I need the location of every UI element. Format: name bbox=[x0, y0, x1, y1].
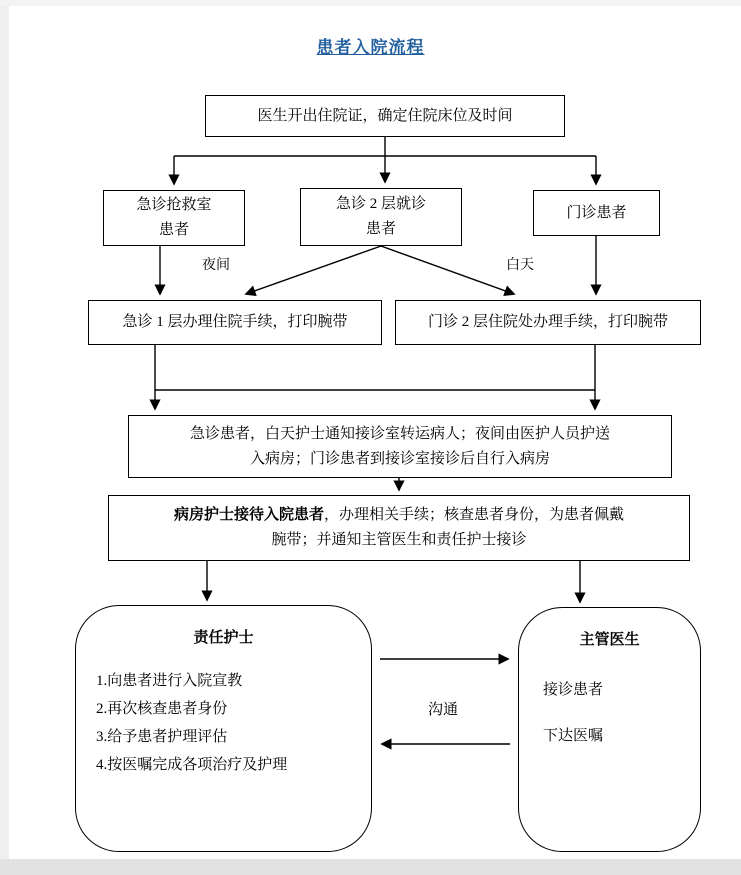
node-attending-doctor bbox=[518, 607, 701, 852]
edge-label-communicate: 沟通 bbox=[428, 702, 459, 718]
doctor-line-1: 接诊患者 bbox=[543, 682, 604, 698]
edge-label-day: 白天 bbox=[506, 258, 534, 273]
node-duty-nurse-items bbox=[76, 667, 287, 779]
node-er-admission bbox=[88, 300, 382, 345]
node-op-admission-text: 门诊 2 层住院处办理手续，打印腕带 bbox=[427, 314, 668, 330]
node-duty-nurse bbox=[75, 605, 372, 852]
node-outpatient-text: 门诊患者 bbox=[566, 204, 627, 221]
node-er-floor2-line1: 急诊 2 层就诊 bbox=[335, 196, 426, 212]
node-er-rescue-line2: 患者 bbox=[158, 222, 189, 238]
node-duty-nurse-title: 责任护士 bbox=[193, 630, 254, 646]
node-ward-reception bbox=[108, 495, 690, 561]
edge-floor2-to-op-admission bbox=[381, 246, 514, 294]
node-er-floor2-patient bbox=[300, 188, 462, 246]
node-op-admission bbox=[395, 300, 701, 345]
node-ward-rest: ，办理相关手续；核查患者身份，为患者佩戴 bbox=[324, 507, 625, 523]
node-er-rescue-patient bbox=[103, 190, 245, 246]
node-er-rescue-line1: 急诊抢救室 bbox=[136, 197, 212, 213]
nurse-item-2: 2.再次核查患者身份 bbox=[96, 701, 228, 717]
nurse-item-4: 4.按医嘱完成各项治疗及护理 bbox=[96, 757, 288, 773]
nurse-item-3: 3.给予患者护理评估 bbox=[96, 729, 228, 745]
node-ward-bold: 病房护士接待入院患者 bbox=[173, 507, 324, 523]
nurse-item-1: 1.向患者进行入院宣教 bbox=[96, 673, 243, 689]
node-ward-line2: 腕带；并通知主管医生和责任护士接诊 bbox=[271, 532, 527, 548]
edge-label-night: 夜间 bbox=[202, 258, 230, 273]
node-ward-line1 bbox=[174, 503, 624, 528]
node-start-text: 医生开出住院证，确定住院床位及时间 bbox=[257, 107, 513, 124]
doctor-line-2: 下达医嘱 bbox=[543, 728, 604, 744]
node-transfer-line2: 入病房；门诊患者到接诊室接诊后自行入病房 bbox=[249, 450, 550, 467]
node-transfer bbox=[128, 415, 672, 478]
node-attending-doctor-lines bbox=[519, 667, 603, 759]
node-transfer-line1: 急诊患者，白天护士通知接诊室转运病人；夜间由医护人员护送 bbox=[189, 425, 610, 442]
node-er-admission-text: 急诊 1 层办理住院手续，打印腕带 bbox=[122, 314, 348, 330]
node-outpatient bbox=[533, 190, 660, 236]
node-start bbox=[205, 95, 565, 137]
edge-floor2-to-er-admission bbox=[246, 246, 381, 294]
page-title: 患者入院流程 bbox=[316, 38, 425, 57]
node-attending-doctor-title: 主管医生 bbox=[579, 632, 640, 648]
node-er-floor2-line2: 患者 bbox=[365, 221, 396, 237]
